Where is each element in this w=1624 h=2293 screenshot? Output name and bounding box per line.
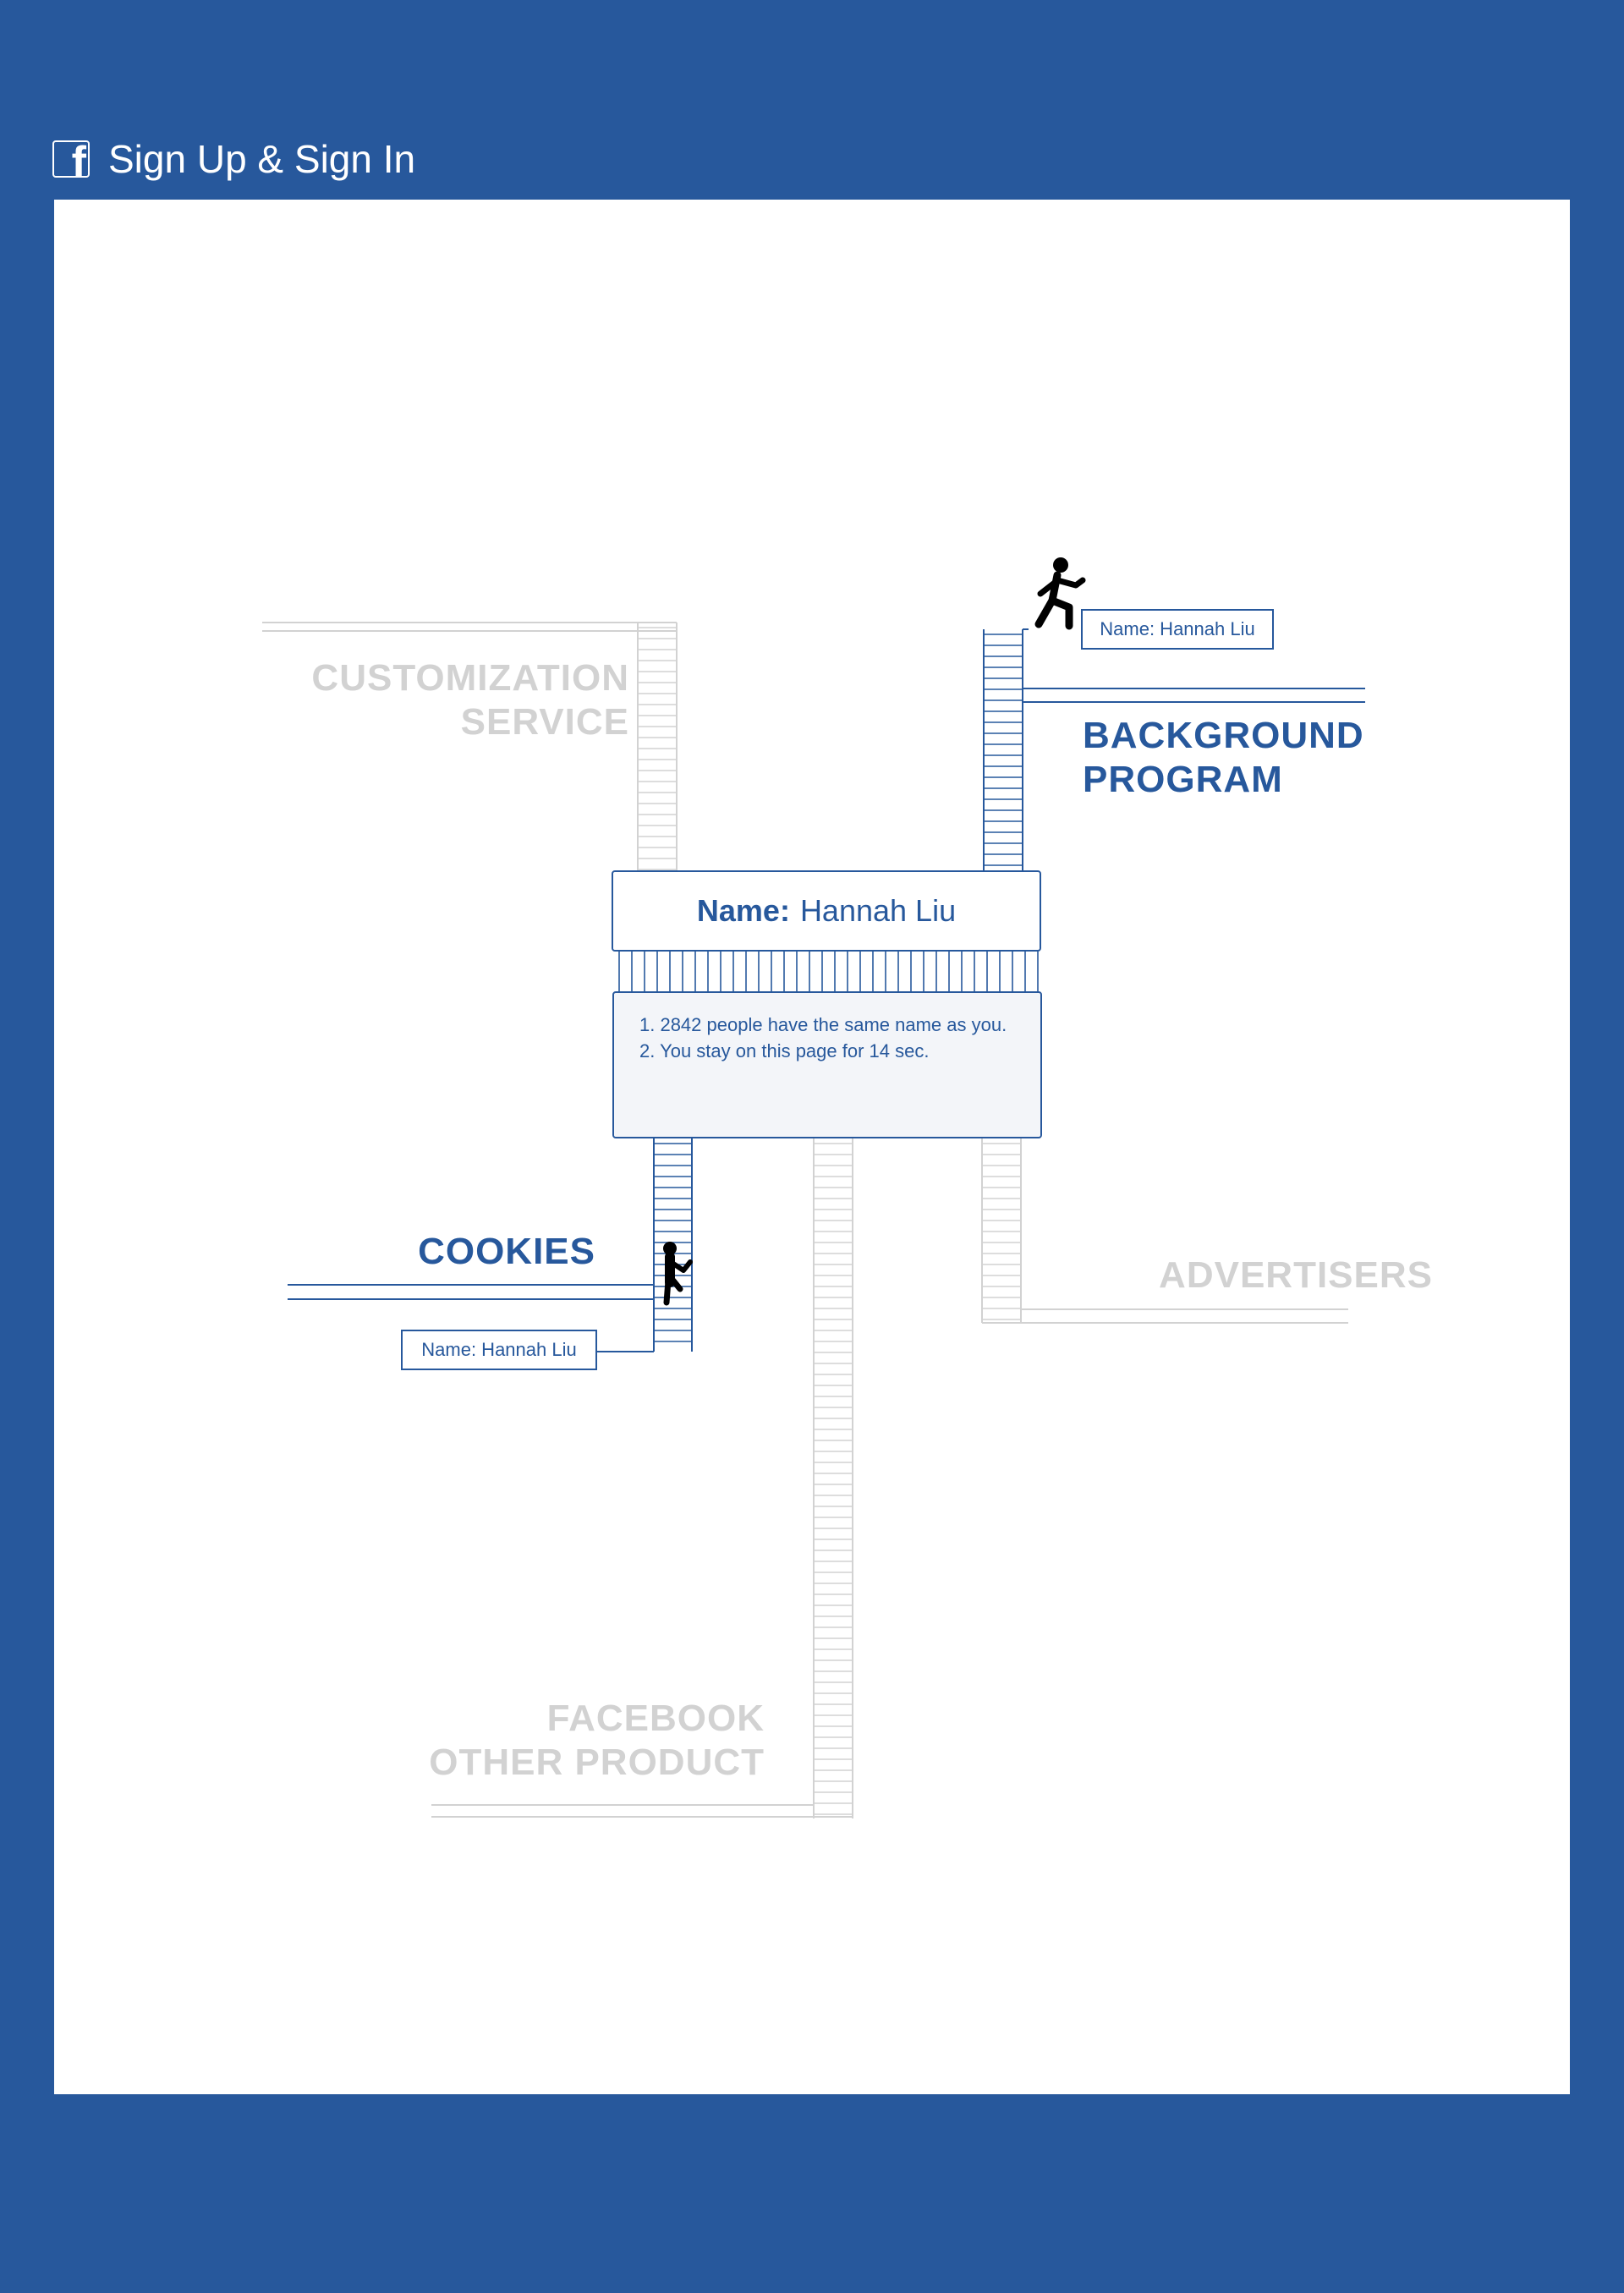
label-cookies: COOKIES — [418, 1231, 595, 1272]
background-name-tag: Name: Hannah Liu — [1081, 609, 1274, 650]
name-value: Hannah Liu — [799, 893, 957, 928]
customization-ladder — [638, 623, 677, 870]
diagram-canvas — [54, 200, 1570, 2094]
info-card — [612, 991, 1042, 1138]
label-customization-service: CUSTOMIZATION SERVICE — [311, 657, 629, 743]
label-facebook-other-product: FACEBOOK OTHER PRODUCT — [429, 1698, 765, 1783]
background-ladder — [984, 629, 1023, 870]
climbing-person-icon — [663, 1242, 690, 1303]
info-item: 2. You stay on this page for 14 sec. — [639, 1040, 930, 1061]
running-person-icon — [1039, 557, 1083, 626]
header — [52, 135, 415, 183]
label-advertisers: ADVERTISERS — [1159, 1254, 1433, 1296]
name-label: Name: — [696, 893, 790, 928]
facebook-other-ladder — [814, 1138, 853, 1818]
ladder-network — [54, 200, 1570, 2094]
name-card — [612, 870, 1041, 952]
facebook-logo-icon[interactable]: f — [52, 140, 90, 178]
info-item: 1. 2842 people have the same name as you. — [639, 1014, 1007, 1035]
page-title: Sign Up & Sign In — [108, 137, 416, 181]
cookies-name-tag: Name: Hannah Liu — [401, 1330, 597, 1370]
label-background-program: BACKGROUND PROGRAM — [1083, 715, 1364, 800]
card-connector-ladder — [619, 952, 1038, 991]
